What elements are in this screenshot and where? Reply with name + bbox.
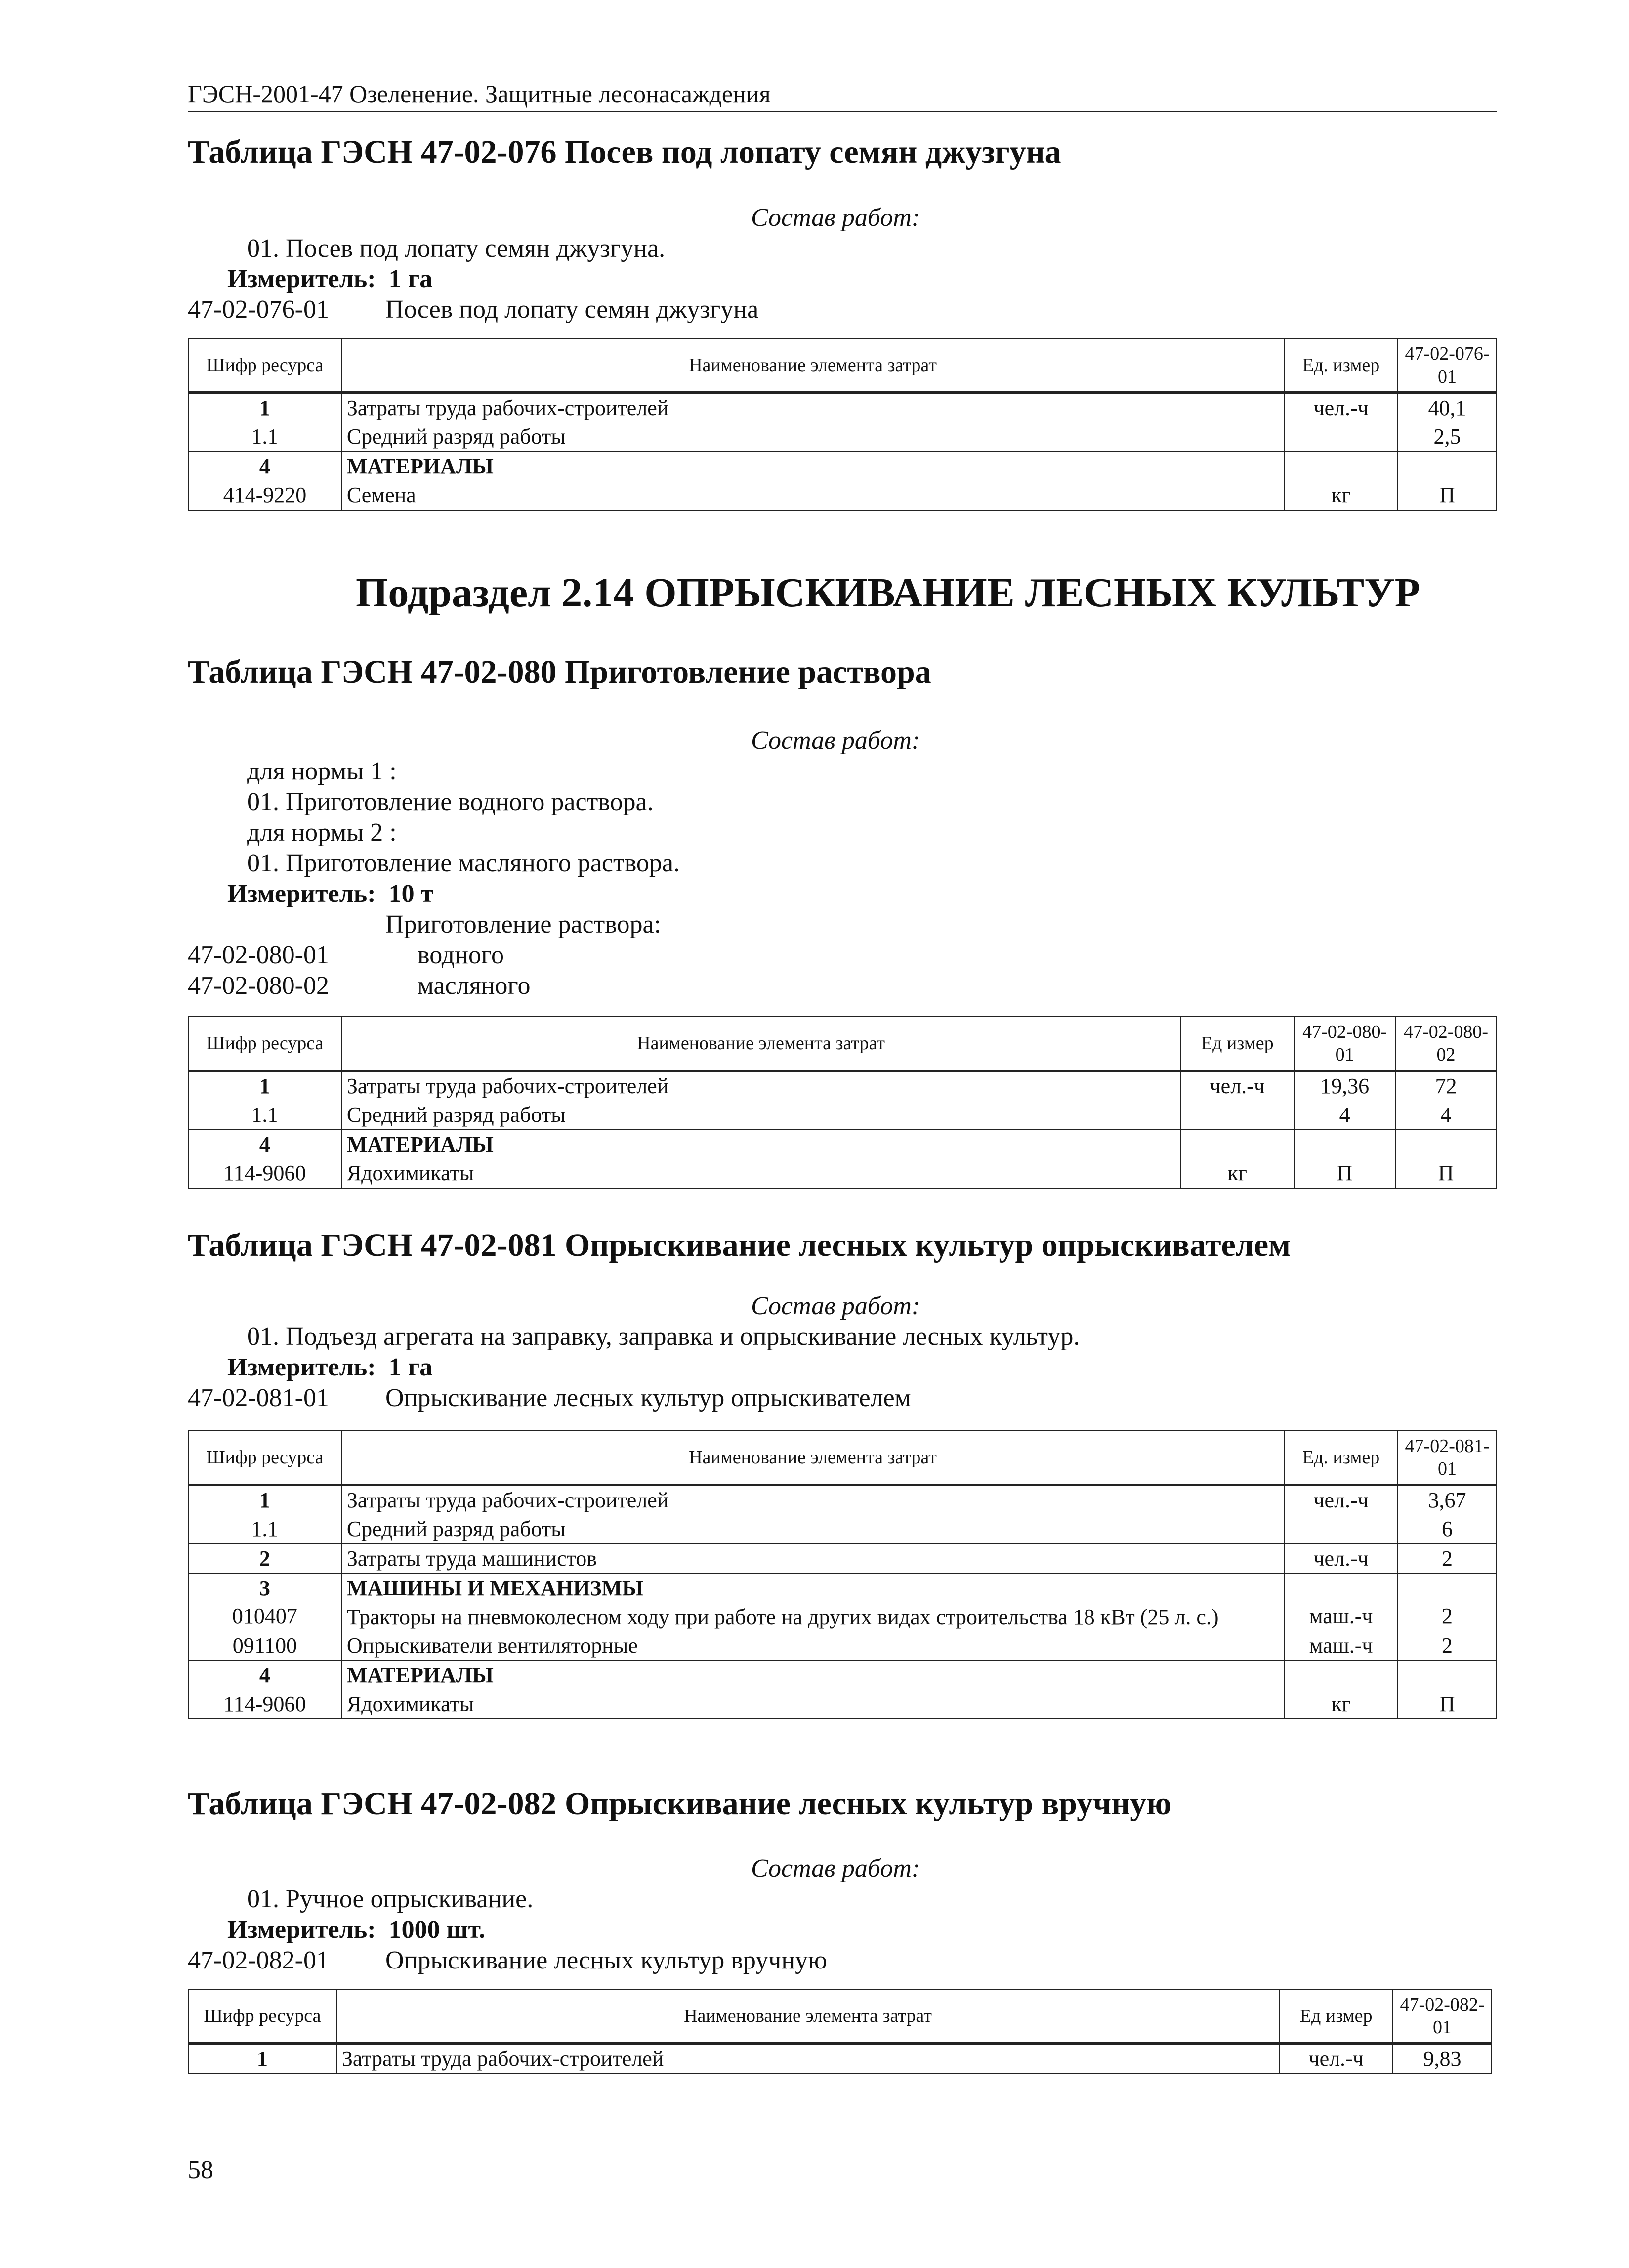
row-code: 1: [188, 1485, 341, 1515]
row-name: Средний разряд работы: [341, 1101, 1181, 1130]
work-item-076: 01. Посев под лопату семян джузгуна.: [247, 234, 666, 262]
norm-code-082-01: 47-02-082-01: [188, 1946, 329, 1974]
table-row: [188, 1101, 1497, 1130]
table-row: [188, 1661, 1497, 1690]
header-rule: [188, 111, 1497, 112]
head-norm-076-01: 47-02-076-01: [1398, 339, 1497, 393]
row-code: 1: [188, 2044, 336, 2074]
table-title-082: Таблица ГЭСН 47-02-082 Опрыскивание лесных культур вручную: [188, 1786, 1171, 1822]
head-unit: Ед измер: [1279, 1989, 1393, 2044]
page-number: 58: [188, 2156, 213, 2184]
row-value: 9,83: [1393, 2044, 1492, 2074]
head-norm-080-01: 47-02-080-01: [1294, 1017, 1395, 1071]
table-header-row: [188, 1989, 1492, 2044]
row-unit: кг: [1284, 481, 1398, 510]
sostav-label-081: Состав работ:: [751, 1292, 920, 1320]
row-name: Ядохимикаты: [341, 1159, 1181, 1188]
norm-code-081-01: 47-02-081-01: [188, 1384, 329, 1412]
row-value: [1294, 1130, 1395, 1159]
row-name: Затраты труда рабочих-строителей: [341, 1071, 1181, 1101]
row-code: 4: [188, 452, 341, 481]
resource-table-076: [188, 338, 1497, 511]
row-name: Опрыскиватели вентиляторные: [341, 1631, 1284, 1661]
work-item-081: 01. Подъезд агрегата на заправку, заправка и опрыскивание лесных культур.: [247, 1323, 1080, 1351]
norm-name-076-01: Посев под лопату семян джузгуна: [385, 296, 759, 324]
row-name: МАШИНЫ И МЕХАНИЗМЫ: [341, 1574, 1284, 1603]
row-unit: [1284, 1661, 1398, 1690]
measure-label: Измеритель:: [227, 1916, 376, 1944]
norm-code-080-01: 47-02-080-01: [188, 941, 329, 969]
row-value: П: [1294, 1159, 1395, 1188]
row-unit: кг: [1284, 1690, 1398, 1719]
table-row: [188, 393, 1497, 423]
sostav-label-076: Состав работ:: [751, 204, 920, 232]
head-code: Шифр ресурса: [188, 1431, 341, 1485]
head-unit: Ед измер: [1180, 1017, 1294, 1071]
row-value: П: [1398, 1690, 1497, 1719]
measure-label: Измеритель:: [227, 1353, 376, 1381]
head-code: Шифр ресурса: [188, 1017, 341, 1071]
row-value: 3,67: [1398, 1485, 1497, 1515]
row-unit: чел.-ч: [1279, 2044, 1393, 2074]
row-value: [1398, 1574, 1497, 1603]
work-item-080-a: для нормы 1 :: [247, 757, 397, 785]
row-name: Затраты труда рабочих-строителей: [341, 1485, 1284, 1515]
table-row: [188, 1574, 1497, 1603]
table-row: [188, 2044, 1492, 2074]
row-unit: маш.-ч: [1284, 1603, 1398, 1631]
table-row: [188, 1690, 1497, 1719]
row-unit: [1180, 1130, 1294, 1159]
row-value: П: [1395, 1159, 1497, 1188]
row-code: 1: [188, 1071, 341, 1101]
row-code: 1.1: [188, 423, 341, 452]
measure-076: [227, 264, 432, 295]
row-name: МАТЕРИАЛЫ: [341, 1130, 1181, 1159]
norm-code-076-01: 47-02-076-01: [188, 296, 329, 324]
table-title-081: Таблица ГЭСН 47-02-081 Опрыскивание лесных культур опрыскивателем: [188, 1227, 1291, 1263]
row-name: Средний разряд работы: [341, 1515, 1284, 1544]
measure-value: 1000 шт.: [388, 1916, 486, 1944]
table-header-row: [188, 1017, 1497, 1071]
head-unit: Ед. измер: [1284, 339, 1398, 393]
row-value: 4: [1294, 1101, 1395, 1130]
table-row: [188, 423, 1497, 452]
resource-table-081: [188, 1430, 1497, 1719]
row-value: 2: [1398, 1631, 1497, 1661]
work-item-082: 01. Ручное опрыскивание.: [247, 1885, 534, 1913]
table-row: [188, 1485, 1497, 1515]
norm-code-080-02: 47-02-080-02: [188, 972, 329, 1000]
row-value: 2: [1398, 1544, 1497, 1574]
row-code: 414-9220: [188, 481, 341, 510]
head-norm-082-01: 47-02-082-01: [1393, 1989, 1492, 2044]
row-unit: [1284, 452, 1398, 481]
row-unit: чел.-ч: [1284, 1485, 1398, 1515]
row-value: 72: [1395, 1071, 1497, 1101]
table-title-076: Таблица ГЭСН 47-02-076 Посев под лопату семян джузгуна: [188, 134, 1061, 170]
row-unit: [1284, 1574, 1398, 1603]
sostav-label-080: Состав работ:: [751, 727, 920, 755]
work-item-080-d: 01. Приготовление масляного раствора.: [247, 849, 680, 877]
row-name: Семена: [341, 481, 1284, 510]
row-code: 010407: [188, 1603, 341, 1631]
subsection-title: Подраздел 2.14 ОПРЫСКИВАНИЕ ЛЕСНЫХ КУЛЬТУР: [356, 570, 1420, 616]
work-item-080-c: для нормы 2 :: [247, 818, 397, 847]
table-row: [188, 1159, 1497, 1188]
resource-table-082: [188, 1989, 1492, 2074]
row-code: 091100: [188, 1631, 341, 1661]
row-code: 4: [188, 1130, 341, 1159]
row-code: 4: [188, 1661, 341, 1690]
table-row: [188, 481, 1497, 510]
row-value: 40,1: [1398, 393, 1497, 423]
table-row: [188, 1631, 1497, 1661]
row-name: Затраты труда рабочих-строителей: [341, 393, 1284, 423]
head-norm-081-01: 47-02-081-01: [1398, 1431, 1497, 1485]
norm-name-080-01: водного: [418, 941, 504, 969]
row-name: МАТЕРИАЛЫ: [341, 1661, 1284, 1690]
row-value: 6: [1398, 1515, 1497, 1544]
row-value: [1398, 1661, 1497, 1690]
row-code: 1: [188, 393, 341, 423]
row-name: Ядохимикаты: [341, 1690, 1284, 1719]
head-name: Наименование элемента затрат: [341, 1431, 1284, 1485]
table-row: [188, 1515, 1497, 1544]
norm-name-080-02: масляного: [418, 972, 531, 1000]
head-name: Наименование элемента затрат: [341, 1017, 1181, 1071]
row-unit: [1284, 1515, 1398, 1544]
sostav-label-082: Состав работ:: [751, 1854, 920, 1883]
row-unit: чел.-ч: [1284, 393, 1398, 423]
row-code: 114-9060: [188, 1690, 341, 1719]
table-row: [188, 1603, 1497, 1631]
measure-label: Измеритель:: [227, 265, 376, 293]
head-norm-080-02: 47-02-080-02: [1395, 1017, 1497, 1071]
table-title-080: Таблица ГЭСН 47-02-080 Приготовление раствора: [188, 654, 931, 690]
row-code: 114-9060: [188, 1159, 341, 1188]
table-row: [188, 1071, 1497, 1101]
row-value: П: [1398, 481, 1497, 510]
row-name: МАТЕРИАЛЫ: [341, 452, 1284, 481]
norm-group-name-080: Приготовление раствора:: [385, 910, 662, 939]
measure-082: [227, 1915, 485, 1945]
row-unit: маш.-ч: [1284, 1631, 1398, 1661]
row-unit: [1180, 1101, 1294, 1130]
measure-value: 1 га: [388, 265, 433, 293]
measure-080: [227, 879, 433, 909]
head-name: Наименование элемента затрат: [341, 339, 1284, 393]
measure-label: Измеритель:: [227, 880, 376, 908]
row-unit: чел.-ч: [1284, 1544, 1398, 1574]
table-row: [188, 1544, 1497, 1574]
head-name: Наименование элемента затрат: [336, 1989, 1279, 2044]
row-code: 2: [188, 1544, 341, 1574]
head-unit: Ед. измер: [1284, 1431, 1398, 1485]
running-header: ГЭСН-2001-47 Озеленение. Защитные лесонасаждения: [188, 80, 771, 108]
head-code: Шифр ресурса: [188, 1989, 336, 2044]
row-value: [1395, 1130, 1497, 1159]
table-row: [188, 452, 1497, 481]
measure-081: [227, 1352, 432, 1383]
table-row: [188, 1130, 1497, 1159]
row-name: Затраты труда рабочих-строителей: [336, 2044, 1279, 2074]
row-value: [1398, 452, 1497, 481]
row-name: Затраты труда машинистов: [341, 1544, 1284, 1574]
row-value: 4: [1395, 1101, 1497, 1130]
norm-name-081-01: Опрыскивание лесных культур опрыскивателем: [385, 1384, 911, 1412]
table-header-row: [188, 1431, 1497, 1485]
head-code: Шифр ресурса: [188, 339, 341, 393]
row-code: 1.1: [188, 1515, 341, 1544]
row-value: 19,36: [1294, 1071, 1395, 1101]
norm-name-082-01: Опрыскивание лесных культур вручную: [385, 1946, 828, 1974]
row-code: 1.1: [188, 1101, 341, 1130]
row-value: 2,5: [1398, 423, 1497, 452]
measure-value: 1 га: [388, 1353, 433, 1381]
work-item-080-b: 01. Приготовление водного раствора.: [247, 788, 654, 816]
measure-value: 10 т: [388, 880, 434, 908]
table-header-row: [188, 339, 1497, 393]
row-unit: [1284, 423, 1398, 452]
row-value: 2: [1398, 1603, 1497, 1631]
row-name: Тракторы на пневмоколесном ходу при работе на других видах строительства 18 кВт (25 л. с.): [341, 1603, 1284, 1631]
row-unit: чел.-ч: [1180, 1071, 1294, 1101]
row-name: Средний разряд работы: [341, 423, 1284, 452]
row-code: 3: [188, 1574, 341, 1603]
resource-table-080: [188, 1016, 1497, 1189]
row-unit: кг: [1180, 1159, 1294, 1188]
